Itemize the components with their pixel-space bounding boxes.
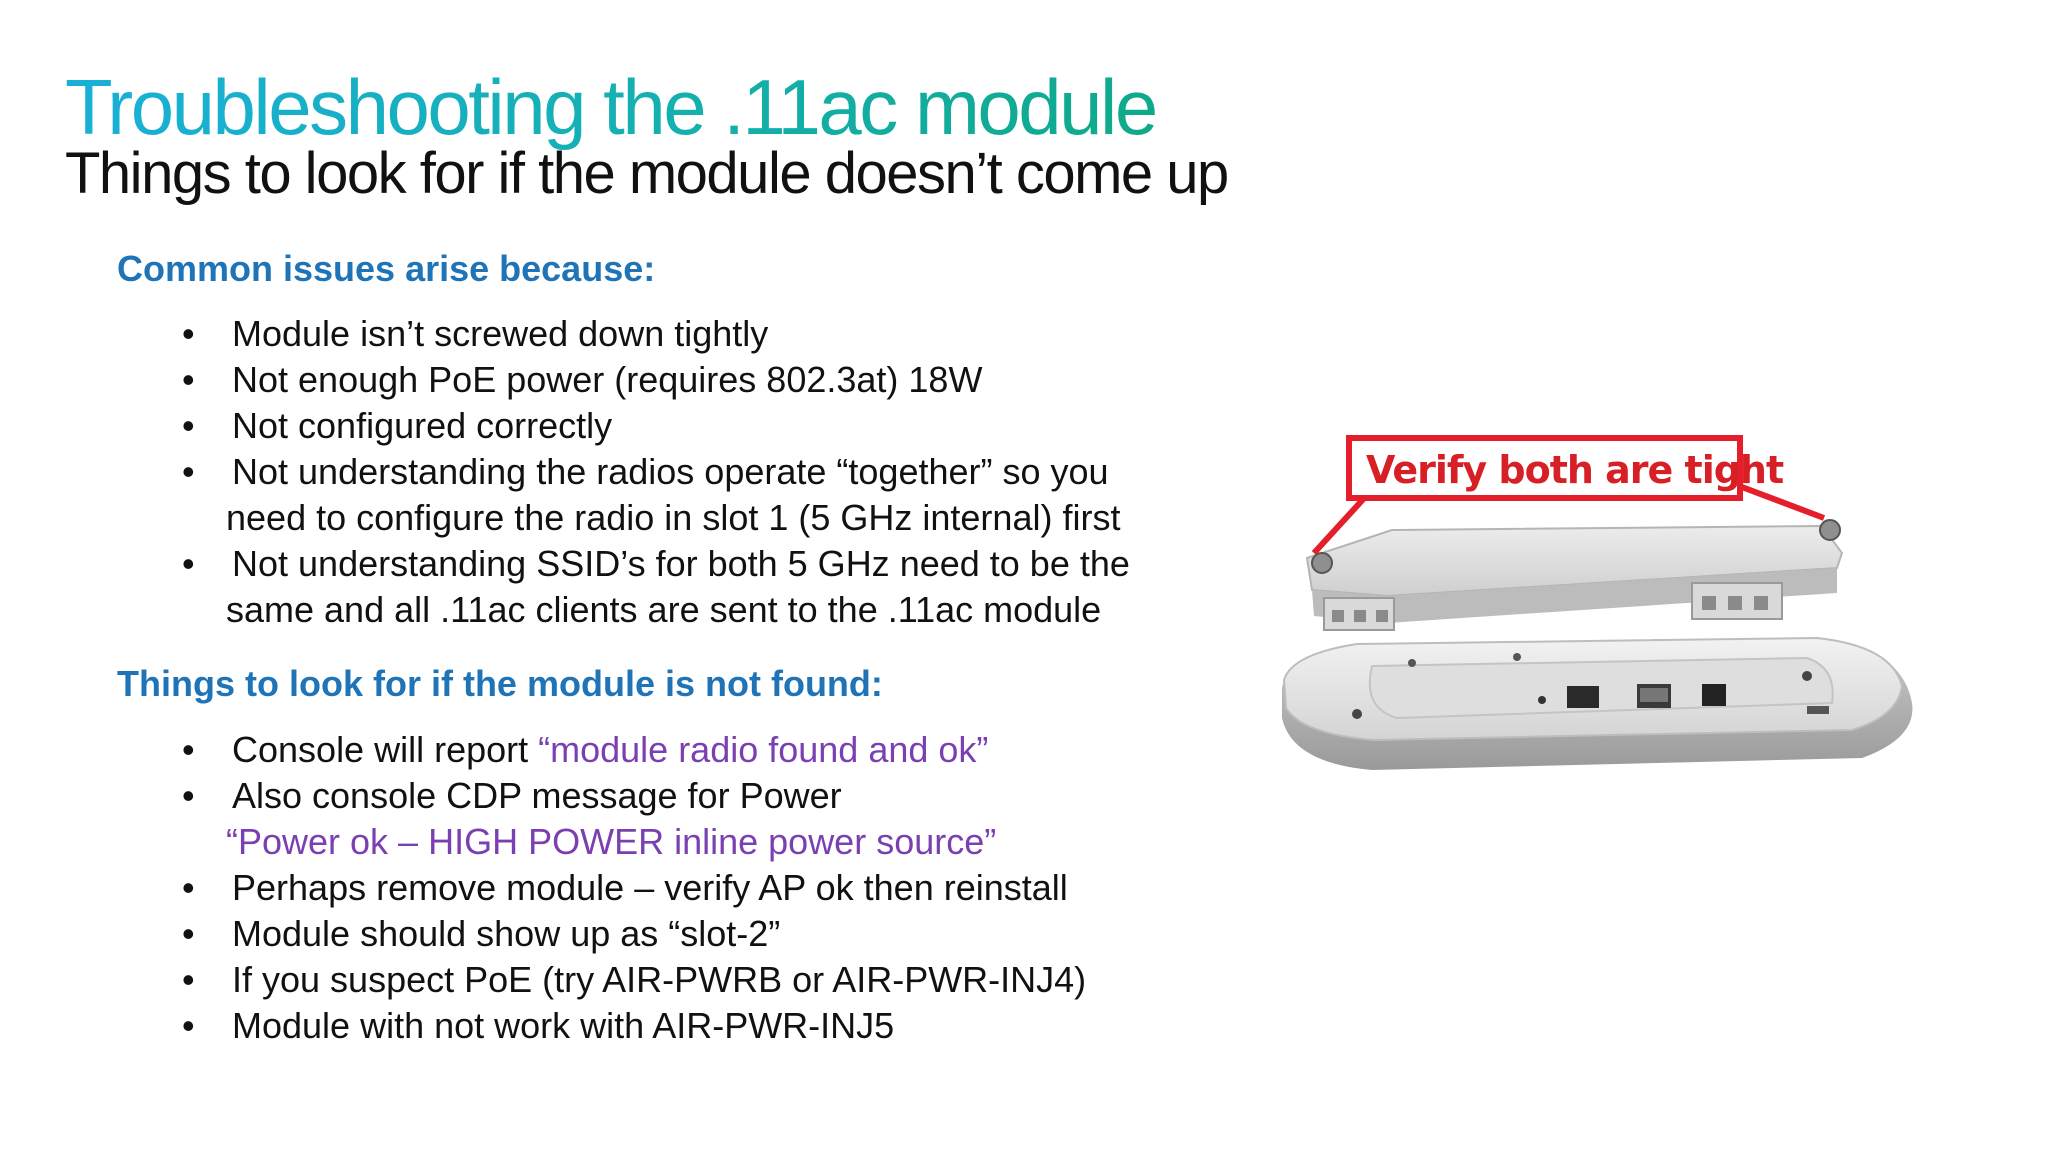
list-item: • Not understanding SSID’s for both 5 GHz need to be the xyxy=(0,541,1240,587)
list-item: • Perhaps remove module – verify AP ok then reinstall xyxy=(0,865,1240,911)
list-item xyxy=(0,727,1240,773)
module-not-found-list xyxy=(0,727,1240,1049)
console-message-quote: “module radio found and ok” xyxy=(538,729,989,770)
section-heading-common-issues: Common issues arise because: xyxy=(117,248,656,289)
slide-title: Troubleshooting the .11ac module xyxy=(65,63,1156,151)
slide-subtitle: Things to look for if the module doesn’t come up xyxy=(65,141,1228,206)
list-item: • Not enough PoE power (requires 802.3at) 18W xyxy=(0,357,1240,403)
list-item: • Also console CDP message for Power xyxy=(0,773,1240,819)
list-item: • Module should show up as “slot-2” xyxy=(0,911,1240,957)
section-heading-module-not-found: Things to look for if the module is not found: xyxy=(117,663,883,704)
list-item-continuation: need to configure the radio in slot 1 (5 GHz internal) first xyxy=(226,497,1121,538)
cdp-message-quote: “Power ok – HIGH POWER inline power source” xyxy=(226,821,997,862)
common-issues-list xyxy=(0,311,1240,633)
list-item: • Module with not work with AIR-PWR-INJ5 xyxy=(0,1003,1240,1049)
list-item-continuation: same and all .11ac clients are sent to the .11ac module xyxy=(226,589,1102,630)
list-item: • Not understanding the radios operate “together” so you xyxy=(0,449,1240,495)
list-item: • Not configured correctly xyxy=(0,403,1240,449)
list-item: • If you suspect PoE (try AIR-PWRB or AIR-PWR-INJ4) xyxy=(0,957,1240,1003)
list-item: • Module isn’t screwed down tightly xyxy=(0,311,1240,357)
list-item-text: Console will report xyxy=(232,729,539,770)
callout-label: Verify both are tight xyxy=(1366,448,1784,492)
